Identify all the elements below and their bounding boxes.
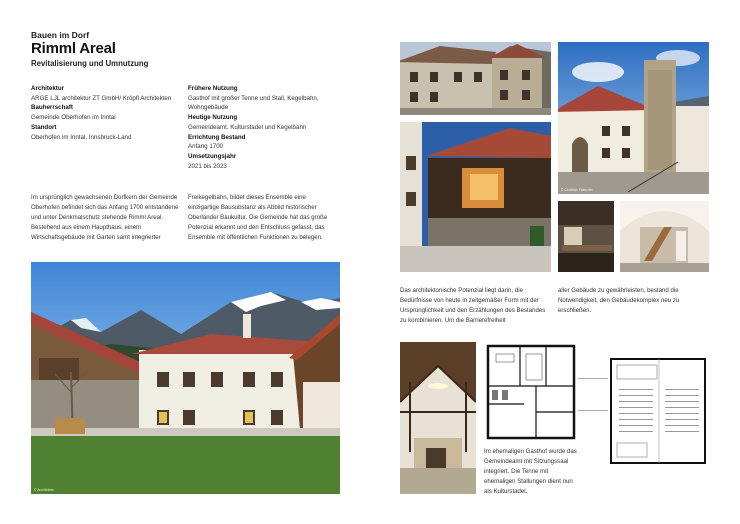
fact-value-heutige-nutzung: Gemeindeamt, Kulturstadel und Kegelbahn — [188, 123, 307, 131]
floor-plan-kulturstadel — [607, 355, 709, 467]
floor-plan-gasthof-drawing — [484, 342, 578, 444]
plans-caption-text: Im ehemaligen Gasthof wurde das Gemeindeamt mit Sitzungssaal integriert. Die Tenne mit ehemaligen Stallungen dient nun als Kulturstadel. — [484, 448, 577, 495]
fact-label-bauherrschaft: Bauherrschaft — [31, 104, 73, 112]
photo-credit-after: © Christian Flatscher — [561, 188, 593, 192]
potential-text-col-2: aller Gebäude zu gewährleisten, bestand die Notwendigkeit, den Gebäudekomplex neu zu erschließen. — [558, 287, 680, 314]
fact-label-errichtung: Errichtung Bestand — [188, 133, 246, 141]
intro-text-col-1: Im ursprünglich gewachsenen Dorfkern der Gemeinde Oberhofen befindet sich das Anfang 1700 entstandene und unter Denkmalschutz stehende Rimml Areal. Bestehend aus einem Haupthaus, einem Wirtschaftsgebäude mit Garten samt integrierter — [31, 194, 179, 241]
photo-attic-hall — [400, 342, 476, 494]
photo-after-exterior-art — [558, 42, 709, 194]
fact-label-heutige-nutzung: Heutige Nutzung — [188, 114, 238, 122]
fact-label-architektur: Architektur — [31, 85, 65, 92]
photo-before-exterior-art — [400, 42, 551, 115]
photo-interior-table-art — [558, 201, 614, 272]
facts-left — [31, 84, 181, 142]
photo-before-exterior — [400, 42, 551, 115]
fact-label-umsetzungsjahr: Umsetzungsjahr — [188, 152, 237, 160]
photo-interior-table — [558, 201, 614, 272]
photo-credit-village: © Architekten — [34, 488, 55, 492]
photo-attic-hall-art — [400, 342, 476, 494]
page-subtitle: Revitalisierung und Umnutzung — [31, 59, 149, 68]
photo-after-exterior — [558, 42, 709, 194]
floor-plan-gasthof — [484, 342, 578, 444]
photo-interior-stair-art — [620, 201, 709, 272]
potential-text-col-1: Das architektonische Potenzial liegt darin, die Bedürfnisse von heute in zeitgemäßer Form mit der Ursprünglichkeit und den Erzählungen des Bestandes zu kombinieren. Um die Barrierefreiheit — [400, 287, 546, 324]
photo-interior-stair — [620, 201, 709, 272]
photo-courtyard-evening-art — [400, 122, 551, 272]
plan-connector-line — [578, 410, 608, 411]
floor-plan-kulturstadel-drawing — [607, 355, 709, 467]
fact-value-standort: Oberhofen im Inntal, Innsbruck-Land — [31, 133, 132, 141]
fact-value-fruehere-nutzung: Gasthof mit großer Tenne und Stall, Kegelbahn, Wohngebäude — [188, 94, 319, 112]
plan-connector-line — [578, 378, 608, 379]
fact-value-architektur: ARGE LJL architektur ZT GmbH/ Kröpfl Architekten — [31, 94, 172, 102]
photo-village-ensemble — [31, 262, 340, 494]
facts-right — [188, 84, 338, 171]
fact-value-errichtung: Anfang 1700 — [188, 143, 224, 151]
intro-text-col-2: Freikegelbahn, bildet dieses Ensemble eine einzigartige Bausubstanz als Abbild historischer Oberländer Baukultur. Die Gemeinde hat das große Potenzial erkannt und den Entschluss gefasst, das Ensemble mit öffentlichen Funktionen zu belegen. — [188, 194, 328, 241]
section-kicker: Bauen im Dorf — [31, 30, 90, 40]
fact-value-bauherrschaft: Gemeinde Oberhofen im Inntal — [31, 114, 116, 122]
page-title: Rimml Areal — [31, 40, 116, 57]
fact-label-fruehere-nutzung: Frühere Nutzung — [188, 85, 238, 92]
fact-label-standort: Standort — [31, 123, 57, 131]
photo-courtyard-evening — [400, 122, 551, 272]
fact-value-umsetzungsjahr: 2021 bis 2023 — [188, 162, 227, 170]
photo-village-ensemble-art — [31, 262, 340, 494]
